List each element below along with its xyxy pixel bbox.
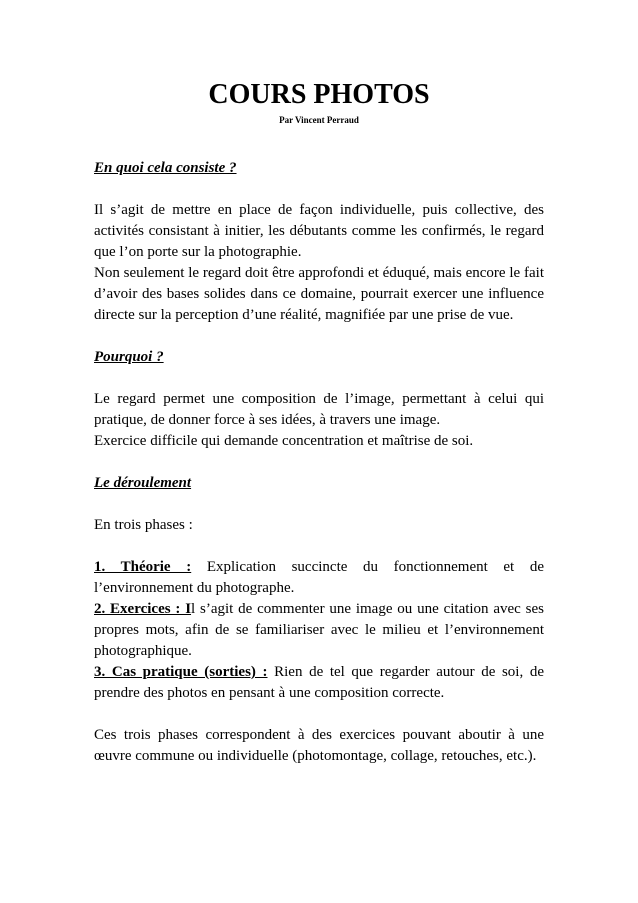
step-label: 2. Exercices : I	[94, 601, 192, 617]
paragraph: Exercice difficile qui demande concentration et maîtrise de soi.	[94, 433, 474, 449]
step-item	[94, 557, 544, 599]
paragraph-closing: Ces trois phases correspondent à des exercices pouvant aboutir à une œuvre commune ou individuelle (photomontage, collage, retouches, etc.).	[94, 727, 544, 764]
spacer	[94, 368, 544, 389]
spacer	[94, 452, 544, 473]
spacer	[94, 494, 544, 515]
spacer	[94, 704, 544, 725]
paragraph: Non seulement le regard doit être approfondi et éduqué, mais encore le fait d’avoir des bases solides dans ce domaine, pourrait exercer une influence directe sur la perception d’une réalité, magnifiée par une prise de vue.	[94, 265, 544, 323]
document-title: COURS PHOTOS	[208, 79, 430, 110]
spacer	[94, 326, 544, 347]
document-body	[94, 158, 544, 767]
step-label: 1. Théorie :	[94, 559, 192, 575]
section-heading-why: Pourquoi ?	[94, 349, 164, 365]
step-item	[94, 662, 544, 704]
step-text: l s’agit de commenter une image ou une citation avec ses propres mots, afin de se familiariser avec le milieu et l’environnement photographique.	[94, 601, 544, 659]
step-label: 3. Cas pratique (sorties) :	[94, 664, 268, 680]
step-text: Explication succincte du fonctionnement et de l’environnement du photographe.	[94, 559, 544, 596]
step-item	[94, 599, 544, 662]
paragraph-intro: En trois phases :	[94, 517, 193, 533]
step-text: Rien de tel que regarder autour de soi, de prendre des photos en pensant à une composition correcte.	[94, 664, 544, 701]
section-heading-process: Le déroulement	[94, 475, 192, 491]
spacer	[94, 536, 544, 557]
paragraph: Le regard permet une composition de l’image, permettant à celui qui pratique, de donner force à ses idées, à travers une image.	[94, 391, 544, 428]
paragraph: Il s’agit de mettre en place de façon individuelle, puis collective, des activités consistant à initier, les débutants comme les confirmés, le regard que l’on porte sur la photographie.	[94, 202, 544, 260]
spacer	[94, 179, 544, 200]
section-heading-what: En quoi cela consiste ?	[94, 160, 237, 176]
document-author: Par Vincent Perraud	[279, 115, 359, 125]
